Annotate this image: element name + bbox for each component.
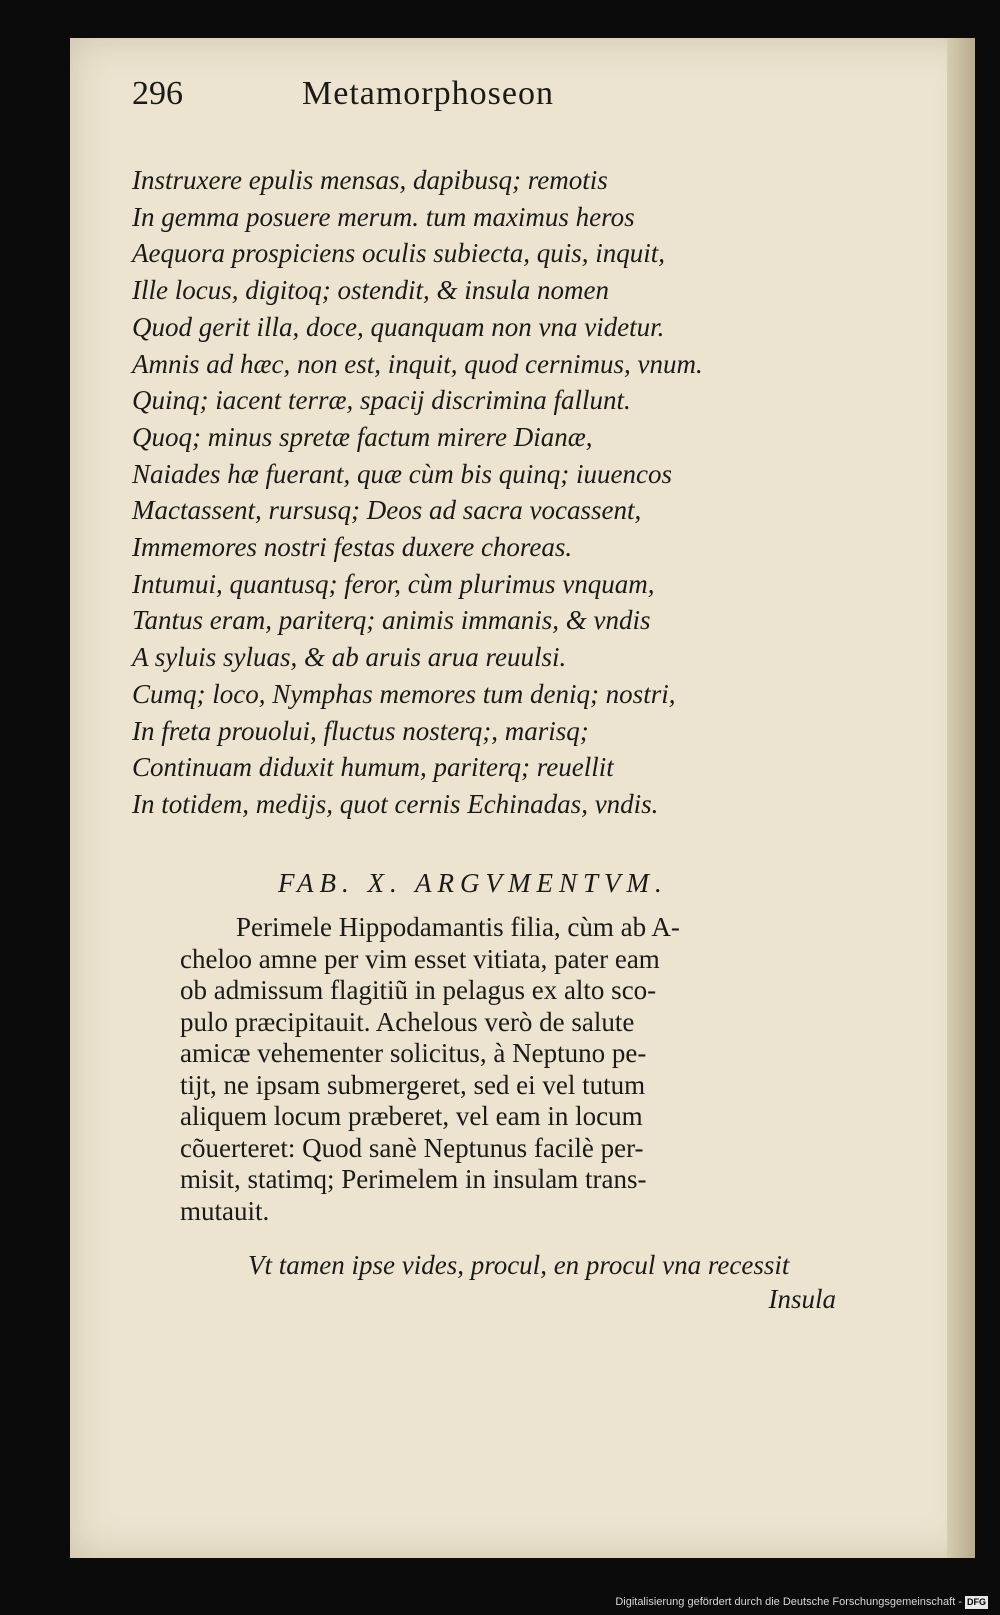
verse-line: A syluis syluas, & ab aruis arua reuulsi. [132, 642, 567, 673]
verse-line: Cumq; loco, Nymphas memores tum deniq; nostri, [132, 678, 676, 709]
verse-line: Quoq; minus spretæ factum mirere Dianæ, [132, 421, 593, 452]
verse-line: Quinq; iacent terræ, spacij discrimina fallunt. [132, 385, 631, 416]
verse-line: In gemma posuere merum. tum maximus heros [132, 201, 635, 232]
argument-line: cheloo amne per vim esset vitiata, pater eam [180, 943, 660, 974]
verse-line: Vt tamen ipse vides, procul, en procul vna recessit [248, 1250, 790, 1280]
running-title: Metamorphoseon [302, 75, 554, 112]
page-header [132, 75, 772, 125]
verse-line: Amnis ad hæc, non est, inquit, quod cernimus, vnum. [132, 348, 703, 379]
argument-line: tijt, ne ipsam submergeret, sed ei vel tutum [180, 1069, 646, 1100]
verse-line: Mactassent, rursusq; Deos ad sacra vocassent, [132, 495, 642, 526]
argument-line: amicæ vehementer solicitus, à Neptuno pe- [180, 1038, 647, 1068]
credit-text: Digitalisierung gefördert durch die Deutsche Forschungsgemeinschaft - [615, 1596, 962, 1608]
page-edge [947, 38, 975, 1558]
dfg-logo-icon: DFG [967, 1596, 986, 1607]
verse-line: In totidem, medijs, quot cernis Echinadas, vndis. [132, 788, 659, 819]
page-number: 296 [132, 75, 183, 112]
argument-line: aliquem locum præberet, vel eam in locum [180, 1101, 643, 1131]
verse-line: Ille locus, digitoq; ostendit, & insula nomen [132, 275, 609, 306]
argument-line: cõuerteret: Quod sanè Neptunus facilè per- [180, 1132, 644, 1163]
argument-block [180, 912, 810, 1227]
digitization-credit [615, 1593, 988, 1611]
closing-verse [248, 1248, 838, 1316]
argument-line: ob admissum flagitiũ in pelagus ex alto sco- [180, 975, 657, 1005]
verse-line: Immemores nostri festas duxere choreas. [132, 532, 573, 563]
catchword: Insula [768, 1284, 836, 1314]
verse-line: Intumui, quantusq; feror, cùm plurimus vnquam, [132, 568, 655, 599]
argument-line: pulo præcipitauit. Achelous verò de salute [180, 1006, 635, 1037]
argument-line: misit, statimq; Perimelem in insulam trans- [180, 1164, 647, 1194]
argument-line: mutauit. [180, 1195, 270, 1226]
verse-line: Quod gerit illa, doce, quanquam non vna videtur. [132, 311, 665, 342]
argument-line: Perimele Hippodamantis filia, cùm ab A- [236, 912, 680, 942]
fable-heading: FAB. X. ARGVMENTVM. [278, 868, 668, 898]
verse-line: Instruxere epulis mensas, dapibusq; remotis [132, 165, 608, 195]
verse-line: Naiades hæ fuerant, quæ cùm bis quinq; iuuencos [132, 458, 672, 489]
verse-line: In freta prouolui, fluctus nosterq;, marisq; [132, 715, 589, 746]
verse-line: Continuam diduxit humum, pariterq; reuellit [132, 752, 614, 783]
verse-line: Tantus eram, pariterq; animis immanis, & vndis [132, 605, 651, 636]
verse-block [132, 162, 812, 823]
verse-line: Aequora prospiciens oculis subiecta, quis, inquit, [132, 238, 665, 269]
